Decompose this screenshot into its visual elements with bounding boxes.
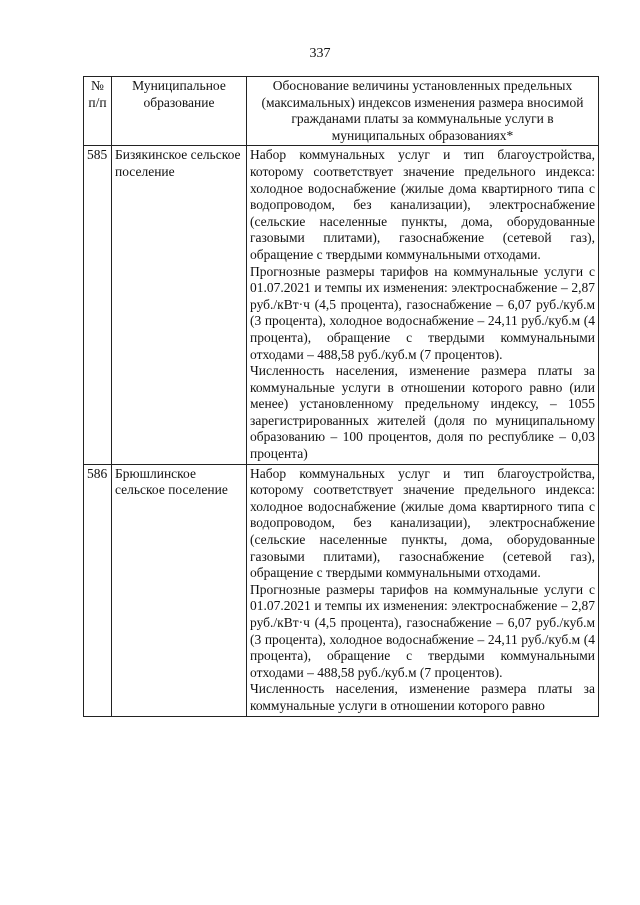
table-row <box>84 146 599 464</box>
page-number: 337 <box>309 46 331 61</box>
row-num: 586 <box>84 464 112 716</box>
table-row <box>84 464 599 716</box>
basis-paragraph: Прогнозные размеры тарифов на коммунальные услуги с 01.07.2021 и темпы их изменения: электроснабжение – 2,87 руб./кВт·ч (4,5 процента), газоснабжение – 6,07 руб./куб.м (3 процента), холодное водоснабжение – 24,11 руб./куб.м (4 процента), обращение с твердыми коммунальными отходами – 488,58 руб./куб.м (7 процентов). <box>250 581 595 680</box>
row-basis <box>247 146 599 464</box>
row-num: 585 <box>84 146 112 464</box>
header-municipality: Муниципальное образование <box>112 77 247 146</box>
basis-paragraph: Набор коммунальных услуг и тип благоустройства, которому соответствует значение предельного индекса: холодное водоснабжение (жилые дома квартирного типа с водопроводом, без канализации), электроснабжение (сельские населенные пункты, дома, оборудованные газовыми плитами), газоснабжение (сетевой газ), обращение с твердыми коммунальными отходами. <box>250 465 595 581</box>
row-basis <box>247 464 599 716</box>
tariff-table <box>83 76 599 717</box>
basis-paragraph: Прогнозные размеры тарифов на коммунальные услуги с 01.07.2021 и темпы их изменения: электроснабжение – 2,87 руб./кВт·ч (4,5 процента), газоснабжение – 6,07 руб./куб.м (3 процента), холодное водоснабжение – 24,11 руб./куб.м (4 процента), обращение с твердыми коммунальными отходами – 488,58 руб./куб.м (7 процентов). <box>250 263 595 362</box>
basis-paragraph: Набор коммунальных услуг и тип благоустройства, которому соответствует значение предельного индекса: холодное водоснабжение (жилые дома квартирного типа с водопроводом, без канализации), электроснабжение (сельские населенные пункты, дома, оборудованные газовыми плитами), газоснабжение (сетевой газ), обращение с твердыми коммунальными отходами. <box>250 147 595 262</box>
table-header-row <box>84 77 599 146</box>
row-municipality: Брюшлинское сельское поселение <box>112 464 247 716</box>
basis-paragraph: Численность населения, изменение размера платы за коммунальные услуги в отношении которого равно (или менее) установленному предельному индексу, – 1055 зарегистрированных жителей (доля по муниципальному образованию – 100 процентов, доля по республике – 0,03 процента) <box>250 363 595 462</box>
basis-paragraph: Численность населения, изменение размера платы за коммунальные услуги в отношении которого равно <box>250 681 595 713</box>
row-municipality: Бизякинское сельское поселение <box>112 146 247 464</box>
header-basis: Обоснование величины установленных предельных (максимальных) индексов изменения размера вносимой гражданами платы за коммунальные услуги в муниципальных образованиях* <box>247 77 599 146</box>
header-num: № п/п <box>84 77 112 146</box>
